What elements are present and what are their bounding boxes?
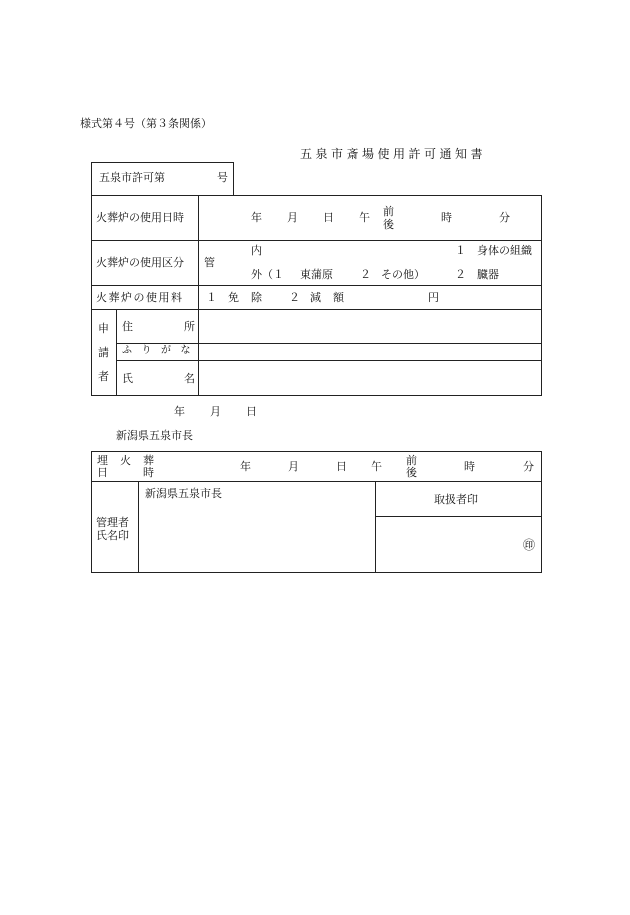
fee-opt2-num: ２ xyxy=(289,291,300,304)
usage-date-minute: 分 xyxy=(499,211,510,224)
burial-day: 日 xyxy=(336,460,347,473)
fee-opt1-num: １ xyxy=(206,291,217,304)
manager-label-1: 管理者 xyxy=(96,516,129,529)
permit-label: 五泉市許可第 xyxy=(99,171,165,184)
usage-class-outer-2-num: ２ xyxy=(360,268,371,281)
fee-opt1: 免除 xyxy=(228,291,274,304)
usage-date-year: 年 xyxy=(251,211,262,224)
burial-minute: 分 xyxy=(523,460,534,473)
handler-seal-label: 取扱者印 xyxy=(434,493,478,506)
burial-hour: 時 xyxy=(464,460,475,473)
manager-label-2: 氏名印 xyxy=(96,529,129,542)
burial-label-bot-1: 日 xyxy=(97,466,108,479)
applicant-label-3: 者 xyxy=(98,370,109,383)
applicant-label-2: 請 xyxy=(98,346,109,359)
usage-class-outer-1: 東蒲原 xyxy=(300,268,333,281)
permit-suffix: 号 xyxy=(217,171,228,184)
usage-date-pm: 後 xyxy=(383,218,394,231)
usage-class-kan: 管 xyxy=(204,256,215,269)
document-title: 五泉市斎場使用許可通知書 xyxy=(300,147,487,161)
furigana-label: ふりがな xyxy=(122,345,200,356)
applicant-label-1: 申 xyxy=(98,322,109,335)
manager-issuer: 新潟県五泉市長 xyxy=(145,487,222,500)
usage-date-am: 前 xyxy=(383,205,394,218)
usage-class-opt2: 臓器 xyxy=(477,268,499,281)
usage-date-label: 火葬炉の使用日時 xyxy=(96,211,184,224)
issuer: 新潟県五泉市長 xyxy=(116,429,193,442)
burial-label-top-3: 葬 xyxy=(143,454,154,467)
issue-date-year: 年 xyxy=(174,405,185,418)
burial-pm: 後 xyxy=(406,466,417,479)
usage-date-day: 日 xyxy=(323,211,334,224)
issue-date-month: 月 xyxy=(210,405,221,418)
address-label: 住所 xyxy=(122,320,246,333)
usage-class-inner: 内 xyxy=(251,244,262,257)
burial-year: 年 xyxy=(240,460,251,473)
burial-am: 前 xyxy=(406,454,417,467)
form-number: 様式第４号（第３条関係） xyxy=(80,117,212,130)
seal-mark: ㊞ xyxy=(523,538,536,552)
burial-month: 月 xyxy=(288,460,299,473)
fee-opt2: 減額 xyxy=(310,291,356,304)
usage-class-opt1-num: １ xyxy=(455,244,466,257)
fee-label: 火葬炉の使用料 xyxy=(96,291,184,304)
burial-ampm: 午 xyxy=(371,460,382,473)
burial-label-top-1: 埋 xyxy=(97,454,108,467)
usage-date-hour: 時 xyxy=(441,211,452,224)
usage-class-opt1: 身体の組織 xyxy=(477,244,532,257)
issue-date-day: 日 xyxy=(246,405,257,418)
burial-label-top-2: 火 xyxy=(120,454,131,467)
usage-class-label: 火葬炉の使用区分 xyxy=(96,256,184,269)
fee-unit: 円 xyxy=(428,291,439,304)
name-label: 氏名 xyxy=(122,372,246,385)
usage-class-outer-2: その他） xyxy=(381,268,425,281)
burial-label-bot-2: 時 xyxy=(143,466,154,479)
usage-date-ampm: 午 xyxy=(359,211,370,224)
usage-class-opt2-num: ２ xyxy=(455,268,466,281)
usage-class-outer-prefix: 外（１ xyxy=(251,268,284,281)
usage-date-month: 月 xyxy=(287,211,298,224)
